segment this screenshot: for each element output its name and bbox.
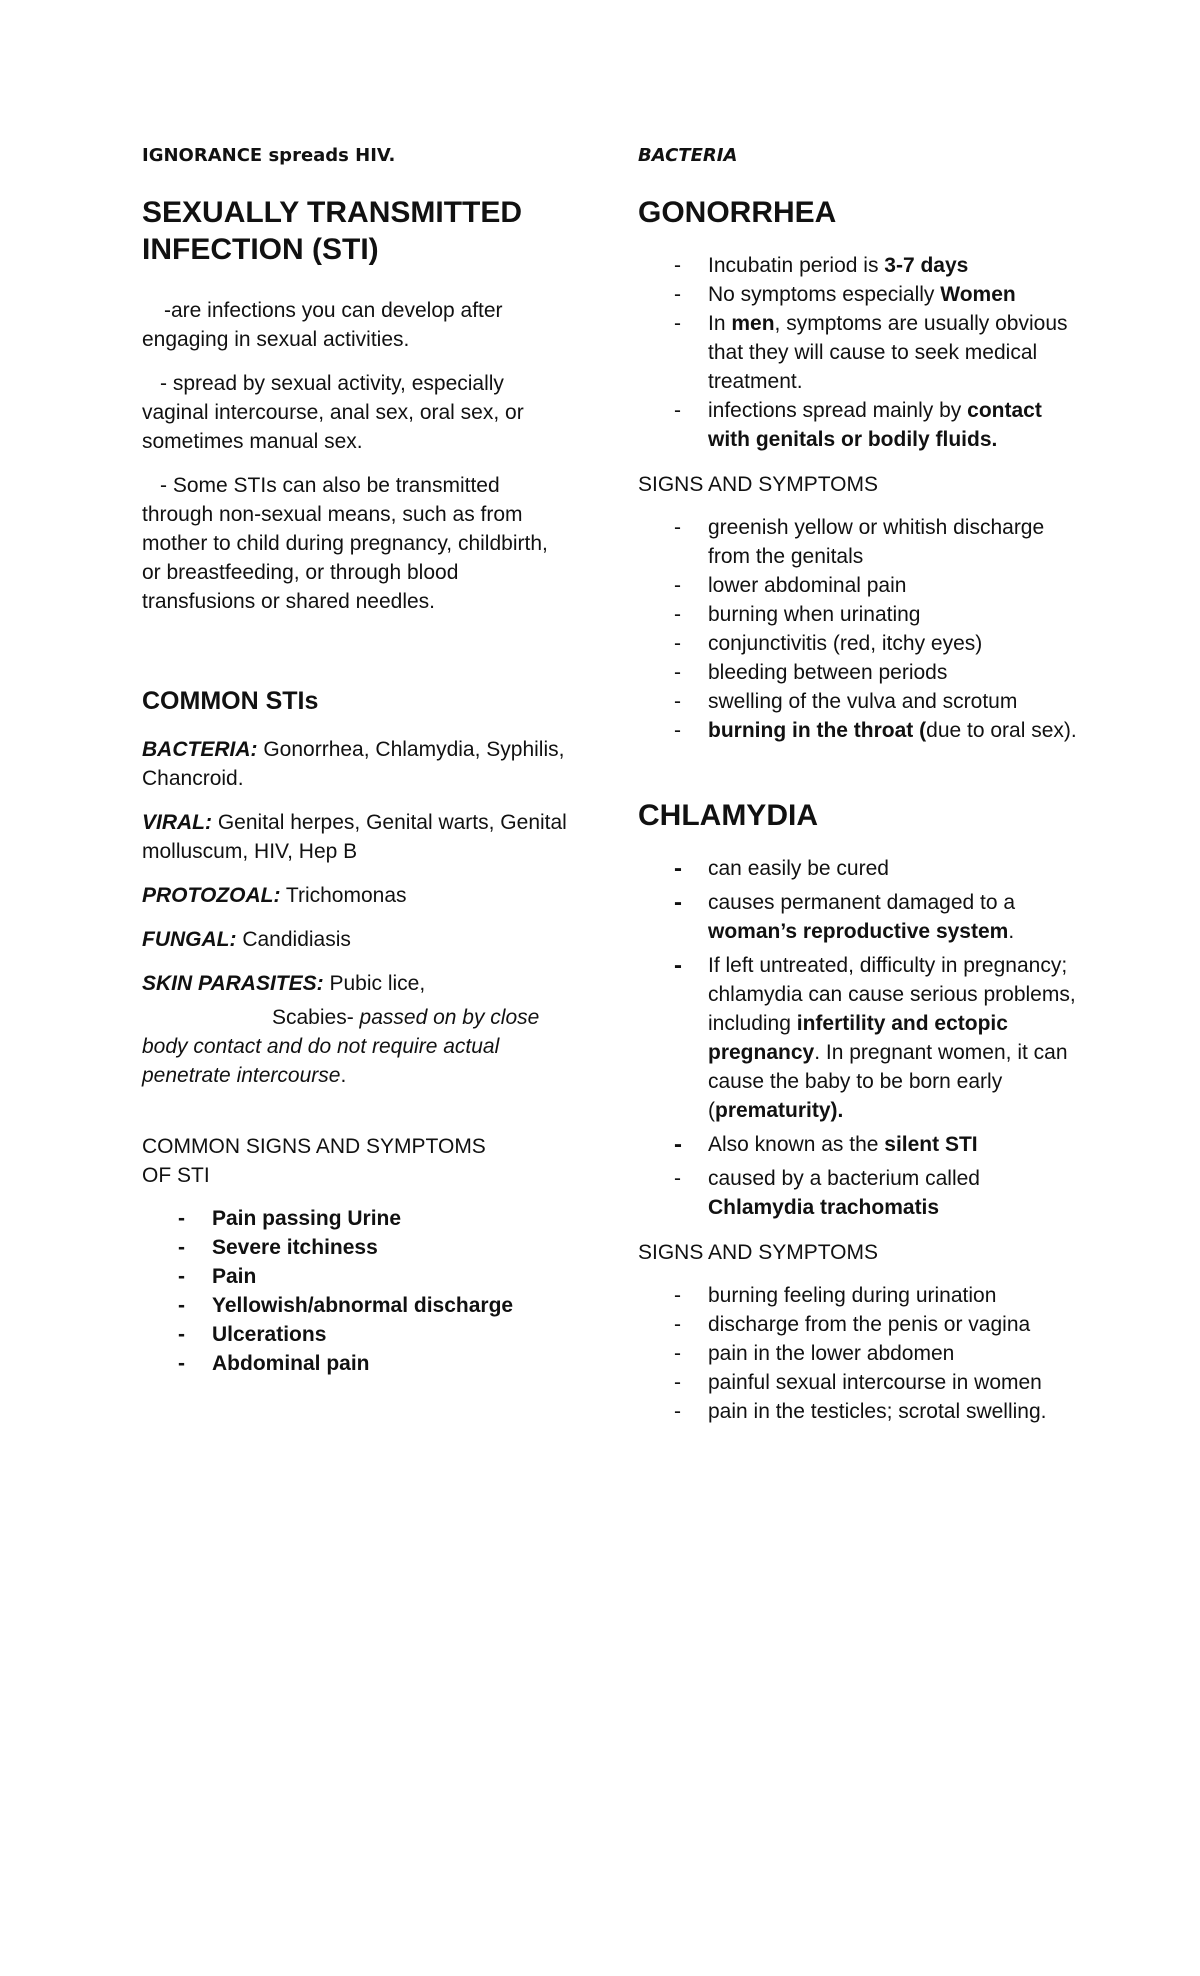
common-signs-heading-line1: COMMON SIGNS AND SYMPTOMS	[142, 1135, 486, 1158]
list-item	[638, 251, 1078, 280]
list-item-text: swelling of the vulva and scrotum	[708, 690, 1018, 713]
bullet-dash: -	[674, 855, 682, 882]
list-item-emphasis: burning in the throat (	[708, 719, 927, 742]
scabies-label: Scabies-	[272, 1006, 354, 1029]
list-item-text: Yellowish/abnormal discharge	[212, 1294, 514, 1317]
list-item	[638, 571, 1078, 600]
bullet-dash: -	[674, 1131, 682, 1158]
list-item-text: conjunctivitis (red, itchy eyes)	[708, 632, 983, 655]
list-item-text: .	[1008, 920, 1015, 943]
category-label: FUNGAL:	[142, 928, 237, 951]
list-item-text: caused by a bacterium called	[708, 1167, 980, 1190]
common-stis-heading: COMMON STIs	[142, 687, 319, 715]
list-item-text: discharge from the penis or vagina	[708, 1313, 1031, 1336]
list-item	[142, 1291, 572, 1320]
category-label: VIRAL:	[142, 811, 212, 834]
list-item-text: Ulcerations	[212, 1323, 327, 1346]
chlamydia-signs-heading: SIGNS AND SYMPTOMS	[638, 1241, 878, 1264]
list-item-emphasis: men	[731, 312, 775, 335]
category-text: Trichomonas	[280, 884, 407, 907]
list-item	[638, 1397, 1078, 1426]
list-item-text: Pain	[212, 1265, 257, 1288]
list-item	[638, 1130, 1078, 1159]
list-item-text: pain in the lower abdomen	[708, 1342, 955, 1365]
list-item	[142, 1233, 572, 1262]
list-item	[142, 1204, 572, 1233]
list-item-text: Abdominal pain	[212, 1352, 370, 1375]
list-item-text: burning when urinating	[708, 603, 921, 626]
common-signs-heading	[142, 1132, 572, 1190]
list-item	[638, 629, 1078, 658]
bullet-dash: -	[178, 1294, 185, 1317]
list-item-text: . In pregnant women, it can cause the baby to be born early (	[708, 1041, 1068, 1122]
bullet-dash: -	[674, 889, 682, 916]
bullet-dash: -	[674, 516, 681, 539]
category-protozoal	[142, 881, 572, 910]
list-item	[638, 1164, 1078, 1222]
list-item	[638, 513, 1078, 571]
bullet-dash: -	[674, 603, 681, 626]
gonorrhea-facts-list	[638, 251, 1078, 454]
list-item-emphasis: contact with genitals or bodily fluids.	[708, 399, 1042, 451]
bullet-dash: -	[674, 719, 681, 742]
common-signs-heading-line2: OF STI	[142, 1164, 210, 1187]
list-item	[638, 951, 1078, 1125]
bullet-dash: -	[674, 1371, 681, 1394]
category-text: Candidiasis	[236, 928, 351, 951]
category-fungal	[142, 925, 572, 954]
list-item-text: pain in the testicles; scrotal swelling.	[708, 1400, 1047, 1423]
bacteria-kicker: BACTERIA	[638, 145, 738, 166]
bullet-dash: -	[674, 283, 681, 306]
list-item-text: Pain passing Urine	[212, 1207, 402, 1230]
bullet-dash: -	[674, 1342, 681, 1365]
scabies-note	[142, 1003, 572, 1090]
list-item-text: greenish yellow or whitish discharge from the genitals	[708, 516, 1045, 568]
list-item	[638, 1339, 1078, 1368]
list-item-emphasis: Chlamydia trachomatis	[708, 1196, 940, 1219]
gonorrhea-signs-heading: SIGNS AND SYMPTOMS	[638, 473, 878, 496]
list-item-emphasis: Women	[940, 283, 1016, 306]
list-item	[638, 600, 1078, 629]
list-item-emphasis: prematurity).	[715, 1099, 844, 1122]
list-item-emphasis: 3-7 days	[884, 254, 969, 277]
bullet-dash: -	[674, 1313, 681, 1336]
category-text: Genital herpes, Genital warts, Genital molluscum, HIV, Hep B	[142, 811, 567, 863]
category-text: Pubic lice,	[323, 972, 426, 995]
list-item-text: Severe itchiness	[212, 1236, 378, 1259]
list-item-text: Also known as the	[708, 1133, 885, 1156]
bullet-dash: -	[674, 399, 681, 422]
chlamydia-facts-list	[638, 854, 1078, 1222]
list-item	[142, 1320, 572, 1349]
list-item	[638, 854, 1078, 883]
bullet-dash: -	[674, 632, 681, 655]
bullet-dash: -	[178, 1236, 185, 1259]
list-item-text: bleeding between periods	[708, 661, 948, 684]
left-column	[142, 142, 572, 1394]
category-bacteria	[142, 735, 572, 793]
right-column	[638, 142, 1078, 1442]
category-skin-parasites	[142, 969, 572, 998]
page-title-line2: INFECTION (STI)	[142, 233, 379, 266]
list-item	[638, 687, 1078, 716]
list-item-text: If left untreated, difficulty in pregnancy; chlamydia can cause serious problems, including	[708, 954, 1076, 1035]
bullet-dash: -	[674, 1167, 681, 1190]
list-item-emphasis: infertility and ectopic pregnancy	[708, 1012, 1008, 1064]
gonorrhea-heading: GONORRHEA	[638, 196, 837, 229]
list-item-text: infections spread mainly by	[708, 399, 968, 422]
bullet-dash: -	[674, 1400, 681, 1423]
list-item-emphasis: silent STI	[884, 1133, 978, 1156]
list-item-text: In	[708, 312, 732, 335]
category-label: SKIN PARASITES:	[142, 972, 324, 995]
category-label: PROTOZOAL:	[142, 884, 281, 907]
bullet-dash: -	[178, 1323, 185, 1346]
scabies-description: passed on by close body contact and do not require actual penetrate intercourse	[142, 1006, 540, 1087]
list-item-emphasis: woman’s reproductive system	[708, 920, 1009, 943]
category-text: Gonorrhea, Chlamydia, Syphilis, Chancroid.	[142, 738, 565, 790]
bullet-dash: -	[674, 312, 681, 335]
bullet-dash: -	[178, 1265, 185, 1288]
list-item-text: lower abdominal pain	[708, 574, 907, 597]
list-item	[638, 658, 1078, 687]
list-item	[142, 1349, 572, 1378]
list-item-text: , symptoms are usually obvious that they will cause to seek medical treatment.	[708, 312, 1068, 393]
header-slogan: IGNORANCE spreads HIV.	[142, 145, 396, 166]
list-item-text: painful sexual intercourse in women	[708, 1371, 1042, 1394]
bullet-dash: -	[674, 574, 681, 597]
list-item-text: burning feeling during urination	[708, 1284, 997, 1307]
bullet-dash: -	[674, 661, 681, 684]
bullet-dash: -	[674, 1284, 681, 1307]
list-item	[638, 888, 1078, 946]
bullet-dash: -	[674, 690, 681, 713]
category-viral	[142, 808, 572, 866]
sti-spread: - spread by sexual activity, especially vaginal intercourse, anal sex, oral sex, or sometimes manual sex.	[142, 372, 524, 453]
list-item-text: causes permanent damaged to a	[708, 891, 1016, 914]
sti-definition: -are infections you can develop after engaging in sexual activities.	[142, 299, 503, 351]
list-item	[638, 280, 1078, 309]
list-item	[638, 716, 1078, 745]
page-title	[142, 194, 572, 268]
bullet-dash: -	[674, 952, 682, 979]
list-item-text: due to oral sex).	[926, 719, 1077, 742]
list-item	[638, 1281, 1078, 1310]
list-item-text: Incubatin period is	[708, 254, 885, 277]
bullet-dash: -	[178, 1207, 185, 1230]
chlamydia-heading: CHLAMYDIA	[638, 799, 818, 832]
list-item-text: can easily be cured	[708, 857, 889, 880]
sti-nonsexual: - Some STIs can also be transmitted through non-sexual means, such as from mother to child during pregnancy, childbirth, or breastfeeding, or through blood transfusions or shared needles.	[142, 474, 548, 613]
bullet-dash: -	[674, 254, 681, 277]
list-item	[638, 1368, 1078, 1397]
category-label: BACTERIA:	[142, 738, 258, 761]
list-item	[142, 1262, 572, 1291]
list-item	[638, 1310, 1078, 1339]
list-item	[638, 396, 1078, 454]
gonorrhea-signs-list	[638, 513, 1078, 745]
scabies-period: .	[340, 1064, 347, 1087]
bullet-dash: -	[178, 1352, 185, 1375]
common-signs-list	[142, 1204, 572, 1378]
list-item-text: No symptoms especially	[708, 283, 941, 306]
list-item	[638, 309, 1078, 396]
page-title-line1: SEXUALLY TRANSMITTED	[142, 196, 523, 229]
chlamydia-signs-list	[638, 1281, 1078, 1426]
